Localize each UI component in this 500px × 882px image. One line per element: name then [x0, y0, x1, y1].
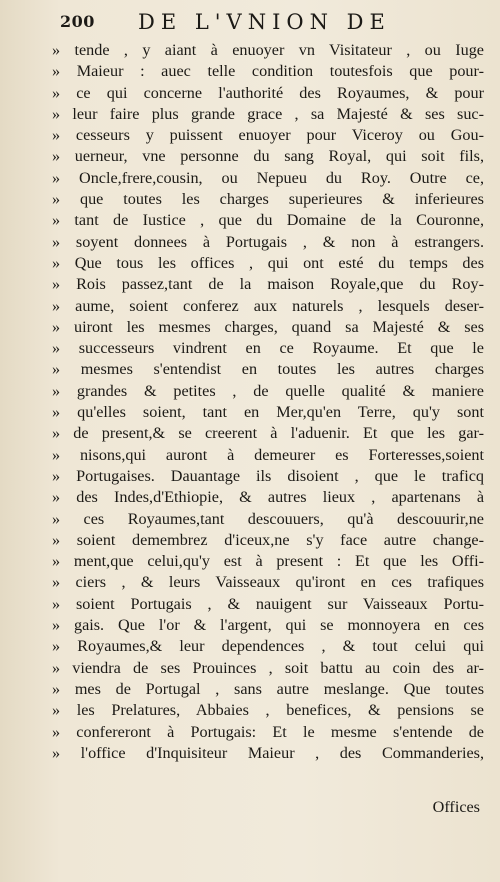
- text-line: » Rois passez,tant de la maison Royale,que du Roy-: [52, 275, 484, 294]
- text-line: » nisons,qui auront à demeurer es Forteresses,soient: [52, 445, 484, 464]
- text-line: » de present,& se creerent à l'aduenir. Et que les gar-: [52, 424, 484, 443]
- text-line: » grandes & petites , de quelle qualité & maniere: [52, 381, 484, 400]
- text-line: » que toutes les charges superieures & inferieures: [52, 190, 484, 209]
- text-line: » uerneur, vne personne du sang Royal, qui soit fils,: [52, 147, 484, 166]
- catchword: Offices: [432, 798, 480, 816]
- text-line: » qu'elles soient, tant en Mer,qu'en Terre, qu'y sont: [52, 403, 484, 422]
- text-line: » uiront les mesmes charges, quand sa Majesté & ses: [52, 317, 484, 336]
- text-line: » soyent donnees à Portugais , & non à estrangers.: [52, 232, 484, 251]
- text-line: » Oncle,frere,cousin, ou Nepueu du Roy. Outre ce,: [52, 168, 484, 187]
- text-line: » Que tous les offices , qui ont esté du temps des: [52, 253, 484, 272]
- text-line: » ciers , & leurs Vaisseaux qu'iront en ces trafiques: [52, 573, 484, 592]
- text-line: » soient Portugais , & nauigent sur Vaisseaux Portu-: [52, 594, 484, 613]
- text-line: » ment,que celui,qu'y est à present : Et que les Offi-: [52, 552, 484, 571]
- page-number: 200: [60, 12, 95, 31]
- text-line: » Royaumes,& leur dependences , & tout celui qui: [52, 637, 484, 656]
- text-line: » gais. Que l'or & l'argent, qui se monnoyera en ces: [52, 616, 484, 635]
- body-text: [52, 40, 484, 764]
- text-line: » tant de Iustice , que du Domaine de la Couronne,: [52, 211, 484, 230]
- text-line: » soient demembrez d'iceux,ne s'y face autre change-: [52, 530, 484, 549]
- text-line: » des Indes,d'Ethiopie, & autres lieux , apartenans à: [52, 488, 484, 507]
- text-line: » les Prelatures, Abbaies , benefices, & pensions se: [52, 701, 484, 720]
- text-line: » successeurs vindrent en ce Royaume. Et que le: [52, 339, 484, 358]
- text-line: » viendra de ses Prouinces , soit battu au coin des ar-: [52, 658, 484, 677]
- text-line: » cesseurs y puissent enuoyer pour Viceroy ou Gou-: [52, 126, 484, 145]
- text-line: » mesmes s'entendist en toutes les autres charges: [52, 360, 484, 379]
- text-line: » leur faire plus grande grace , sa Majesté & ses suc-: [52, 104, 484, 123]
- text-line: » tende , y aiant à enuoyer vn Visitateur , ou Iuge: [52, 41, 484, 59]
- text-line: » Portugaises. Dauantage ils disoient , que le traficq: [52, 466, 484, 485]
- running-title: DE L'VNION DE: [138, 10, 391, 34]
- text-line: » aume, soient conferez aux naturels , lesquels deser-: [52, 296, 484, 315]
- text-line: » mes de Portugal , sans autre meslange. Que toutes: [52, 679, 484, 698]
- text-line: » ces Royaumes,tant descouuers, qu'à descouurir,ne: [52, 509, 484, 528]
- page-header: [60, 10, 490, 40]
- text-line: » Maieur : auec telle condition toutesfois que pour-: [52, 62, 484, 81]
- text-line: » ce qui concerne l'authorité des Royaumes, & pour: [52, 83, 484, 102]
- text-line: » confereront à Portugais: Et le mesme s'entende de: [52, 722, 484, 741]
- text-line: » l'office d'Inquisiteur Maieur , des Commanderies,: [52, 743, 484, 762]
